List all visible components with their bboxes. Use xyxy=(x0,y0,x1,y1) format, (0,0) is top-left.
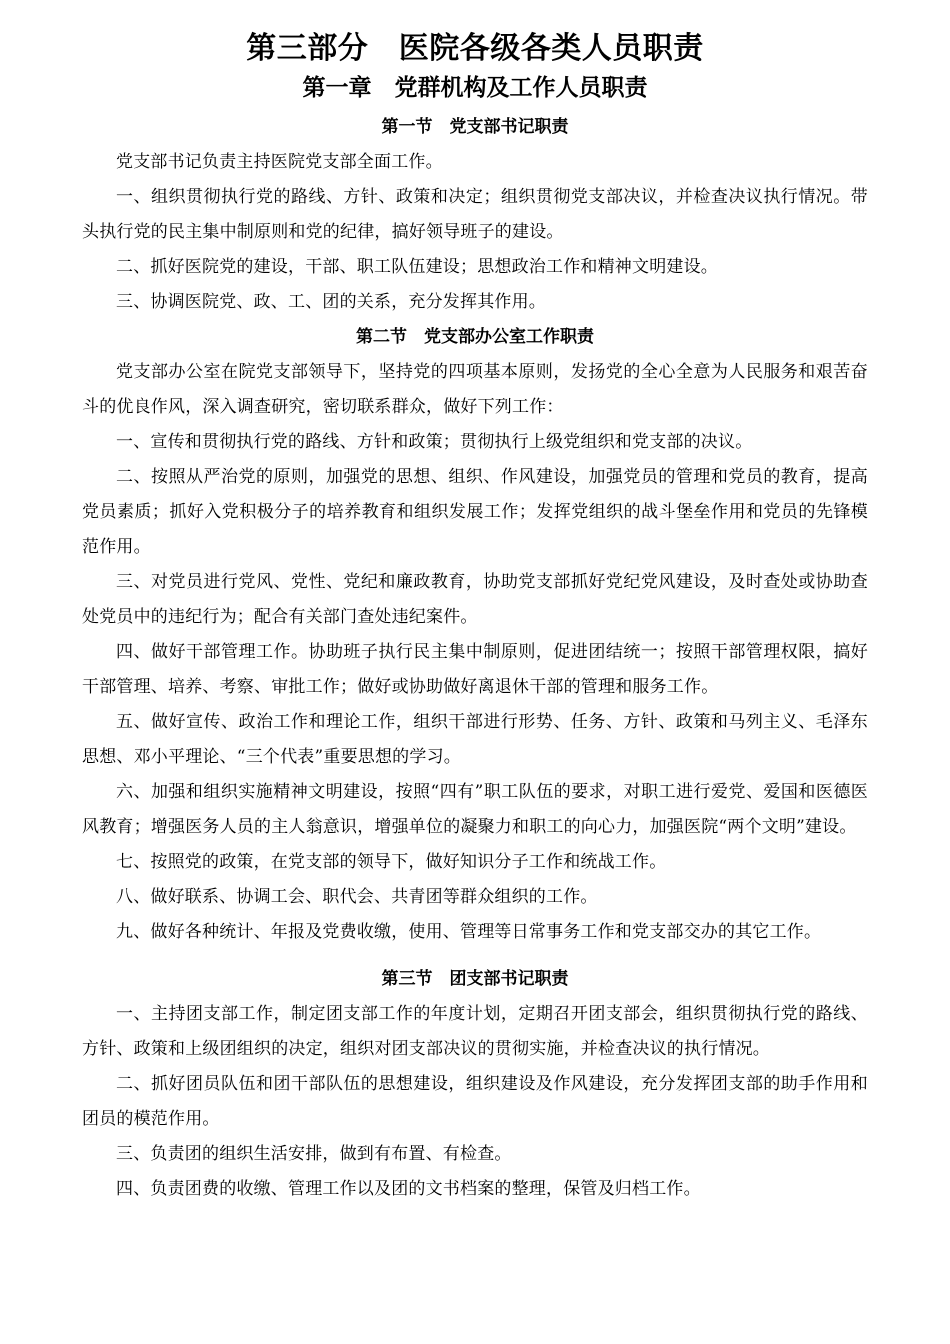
paragraph: 二、抓好医院党的建设，干部、职工队伍建设；思想政治工作和精神文明建设。 xyxy=(116,257,718,277)
document-page xyxy=(82,28,868,1207)
paragraph: 八、做好联系、协调工会、职代会、共青团等群众组织的工作。 xyxy=(116,887,598,907)
section-party-secretary xyxy=(82,110,868,320)
section-title: 第三节 团支部书记职责 xyxy=(381,969,569,989)
paragraph: 四、做好干部管理工作。协助班子执行民主集中制原则，促进团结统一；按照干部管理权限，搞好干部管理、培养、考察、审批工作；做好或协助做好离退休干部的管理和服务工作。 xyxy=(82,642,868,697)
paragraph: 七、按照党的政策，在党支部的领导下，做好知识分子工作和统战工作。 xyxy=(116,852,667,872)
paragraph: 党支部书记负责主持医院党支部全面工作。 xyxy=(116,152,443,172)
paragraph: 九、做好各种统计、年报及党费收缴，使用、管理等日常事务工作和党支部交办的其它工作。 xyxy=(116,922,822,942)
section-party-office xyxy=(82,320,868,950)
paragraph: 一、组织贯彻执行党的路线、方针、政策和决定；组织贯彻党支部决议，并检查决议执行情况。带头执行党的民主集中制原则和党的纪律，搞好领导班子的建设。 xyxy=(82,187,868,242)
paragraph: 二、抓好团员队伍和团干部队伍的思想建设，组织建设及作风建设，充分发挥团支部的助手作用和团员的模范作用。 xyxy=(82,1074,868,1129)
paragraph: 三、对党员进行党风、党性、党纪和廉政教育，协助党支部抓好党纪党风建设，及时查处或协助查处党员中的违纪行为；配合有关部门查处违纪案件。 xyxy=(82,572,868,627)
paragraph: 党支部办公室在院党支部领导下，坚持党的四项基本原则，发扬党的全心全意为人民服务和艰苦奋斗的优良作风，深入调查研究，密切联系群众，做好下列工作： xyxy=(82,362,868,417)
paragraph: 三、协调医院党、政、工、团的关系，充分发挥其作用。 xyxy=(116,292,546,312)
part-title: 第三部分 医院各级各类人员职责 xyxy=(246,31,704,66)
section-title: 第二节 党支部办公室工作职责 xyxy=(356,327,594,347)
paragraph: 三、负责团的组织生活安排，做到有布置、有检查。 xyxy=(116,1144,512,1164)
paragraph: 四、负责团费的收缴、管理工作以及团的文书档案的整理，保管及归档工作。 xyxy=(116,1179,701,1199)
chapter-title: 第一章 党群机构及工作人员职责 xyxy=(302,74,648,101)
section-title: 第一节 党支部书记职责 xyxy=(381,117,569,137)
paragraph: 一、宣传和贯彻执行党的路线、方针和政策；贯彻执行上级党组织和党支部的决议。 xyxy=(116,432,753,452)
paragraph: 六、加强和组织实施精神文明建设，按照“四有”职工队伍的要求，对职工进行爱党、爱国和医德医风教育；增强医务人员的主人翁意识，增强单位的凝聚力和职工的向心力，加强医院“两个文明”建设。 xyxy=(82,782,868,837)
paragraph: 二、按照从严治党的原则，加强党的思想、组织、作风建设，加强党员的管理和党员的教育，提高党员素质；抓好入党积极分子的培养教育和组织发展工作；发挥党组织的战斗堡垒作用和党员的先锋模范作用。 xyxy=(82,467,868,557)
paragraph: 五、做好宣传、政治工作和理论工作，组织干部进行形势、任务、方针、政策和马列主义、毛泽东思想、邓小平理论、“三个代表”重要思想的学习。 xyxy=(82,712,868,767)
section-youth-league-secretary xyxy=(82,962,868,1207)
paragraph: 一、主持团支部工作，制定团支部工作的年度计划，定期召开团支部会，组织贯彻执行党的路线、方针、政策和上级团组织的决定，组织对团支部决议的贯彻实施，并检查决议的执行情况。 xyxy=(82,1004,868,1059)
